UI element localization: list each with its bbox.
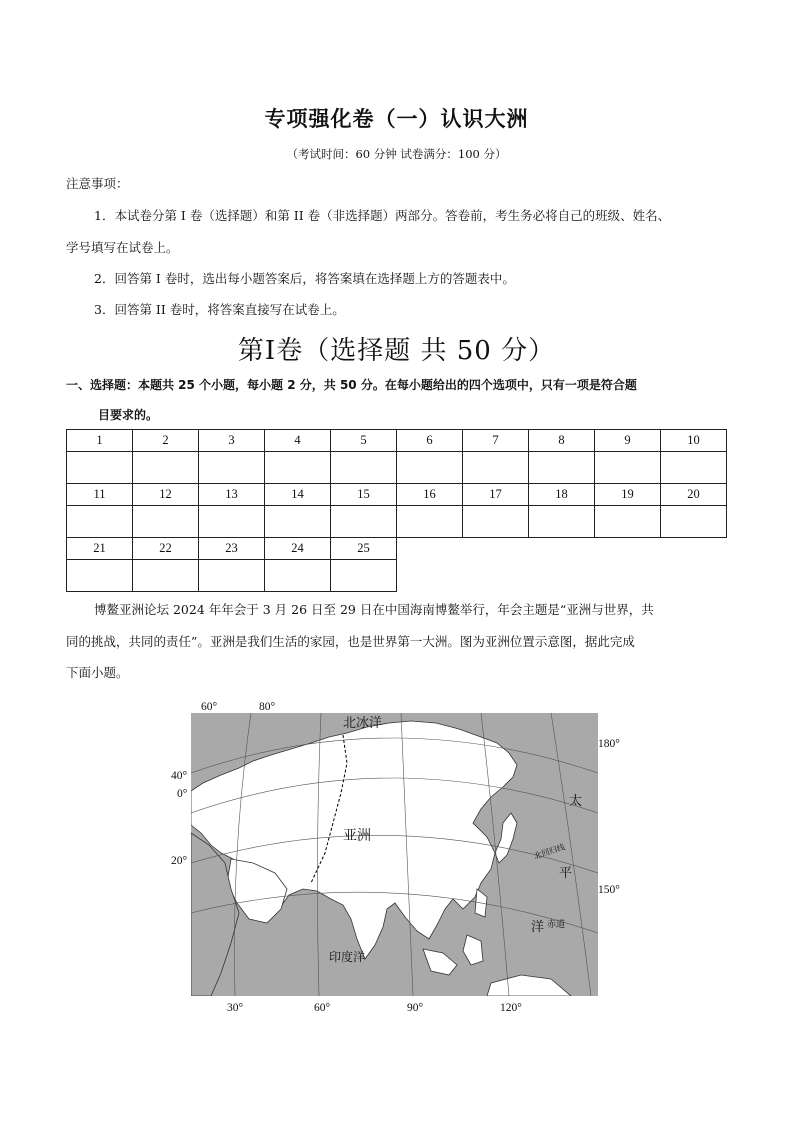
map-label-180: 180° <box>598 738 620 750</box>
asia-location-map <box>191 713 598 996</box>
answer-cell[interactable] <box>133 452 199 484</box>
map-label-150: 150° <box>598 884 620 896</box>
map-label-20: 20° <box>171 855 188 867</box>
question-number: 11 <box>67 484 133 506</box>
answer-cell[interactable] <box>265 560 331 592</box>
question-number: 6 <box>397 430 463 452</box>
answer-cell[interactable] <box>67 452 133 484</box>
pacific-label-3: 洋 <box>531 919 545 934</box>
answer-cell[interactable] <box>529 452 595 484</box>
question-number: 12 <box>133 484 199 506</box>
note-1: 1．本试卷分第 I 卷（选择题）和第 II 卷（非选择题）两部分。答卷前，考生务必将自己的班级、姓名、 <box>94 208 671 223</box>
question-number: 22 <box>133 538 199 560</box>
answer-cell[interactable] <box>133 506 199 538</box>
map-label-0: 0° <box>177 788 188 800</box>
passage-line-1: 博鳌亚洲论坛 2024 年年会于 3 月 26 日至 29 日在中国海南博鳌举行，年会主题是“亚洲与世界，共 <box>94 602 654 617</box>
answer-cell[interactable] <box>199 452 265 484</box>
question-number: 15 <box>331 484 397 506</box>
answer-cell[interactable] <box>331 506 397 538</box>
note-1-cont: 学号填写在试卷上。 <box>66 240 179 255</box>
question-number: 24 <box>265 538 331 560</box>
note-2: 2．回答第 I 卷时，选出每小题答案后，将答案填在选择题上方的答题表中。 <box>94 271 515 286</box>
answer-cell[interactable] <box>265 506 331 538</box>
answer-cell[interactable] <box>397 452 463 484</box>
asia-label: 亚洲 <box>343 829 371 844</box>
pacific-label-2: 平 <box>559 865 573 880</box>
equator-label: 赤道 <box>547 919 566 929</box>
question-number: 19 <box>595 484 661 506</box>
question-number: 2 <box>133 430 199 452</box>
question-number: 16 <box>397 484 463 506</box>
map-label-60b: 60° <box>314 1002 331 1014</box>
question-number: 4 <box>265 430 331 452</box>
answer-table <box>66 429 727 592</box>
question-number: 23 <box>199 538 265 560</box>
question-number: 5 <box>331 430 397 452</box>
answer-cell[interactable] <box>331 560 397 592</box>
answer-cell[interactable] <box>661 506 727 538</box>
answer-cell[interactable] <box>199 506 265 538</box>
indian-ocean-label: 印度洋 <box>329 950 366 964</box>
question-number: 8 <box>529 430 595 452</box>
question-number: 18 <box>529 484 595 506</box>
question-number: 9 <box>595 430 661 452</box>
answer-cell[interactable] <box>529 506 595 538</box>
answer-cell[interactable] <box>463 452 529 484</box>
question-number: 14 <box>265 484 331 506</box>
passage-line-3: 下面小题。 <box>66 665 129 680</box>
map-label-40: 40° <box>171 770 188 782</box>
note-3: 3．回答第 II 卷时，将答案直接写在试卷上。 <box>94 302 345 317</box>
arctic-ocean-label: 北冰洋 <box>343 715 383 730</box>
answer-cell[interactable] <box>199 560 265 592</box>
question-number: 25 <box>331 538 397 560</box>
answer-cell[interactable] <box>463 506 529 538</box>
exam-info: （考试时间：60 分钟 试卷满分：100 分） <box>286 147 507 161</box>
map-svg <box>191 713 598 996</box>
question-number: 21 <box>67 538 133 560</box>
section-title: 第I卷（选择题 共 50 分） <box>237 336 556 366</box>
answer-cell[interactable] <box>595 452 661 484</box>
question-number: 3 <box>199 430 265 452</box>
question-number: 10 <box>661 430 727 452</box>
map-label-30: 30° <box>227 1002 244 1014</box>
answer-cell[interactable] <box>265 452 331 484</box>
section-instruction: 一、选择题：本题共 25 个小题，每小题 2 分，共 50 分。在每小题给出的四个选项中，只有一项是符合题 <box>66 378 637 392</box>
map-label-90: 90° <box>407 1002 424 1014</box>
answer-cell[interactable] <box>331 452 397 484</box>
answer-cell[interactable] <box>67 560 133 592</box>
question-number: 17 <box>463 484 529 506</box>
notes-heading: 注意事项： <box>66 176 129 191</box>
question-number: 20 <box>661 484 727 506</box>
pacific-label-1: 太 <box>569 793 583 808</box>
question-number: 1 <box>67 430 133 452</box>
answer-cell[interactable] <box>397 506 463 538</box>
answer-cell[interactable] <box>133 560 199 592</box>
question-number: 7 <box>463 430 529 452</box>
map-label-80: 80° <box>259 701 276 713</box>
answer-cell[interactable] <box>67 506 133 538</box>
tropic-label: 北回归线 <box>532 842 567 861</box>
section-instruction-cont: 目要求的。 <box>98 408 159 422</box>
answer-cell[interactable] <box>661 452 727 484</box>
answer-cell[interactable] <box>595 506 661 538</box>
passage-line-2: 同的挑战，共同的责任”。亚洲是我们生活的家园，也是世界第一大洲。图为亚洲位置示意图，据此完成 <box>66 634 635 649</box>
question-number: 13 <box>199 484 265 506</box>
map-label-120: 120° <box>500 1002 522 1014</box>
map-label-60: 60° <box>201 701 218 713</box>
page-title: 专项强化卷（一）认识大洲 <box>264 107 529 131</box>
